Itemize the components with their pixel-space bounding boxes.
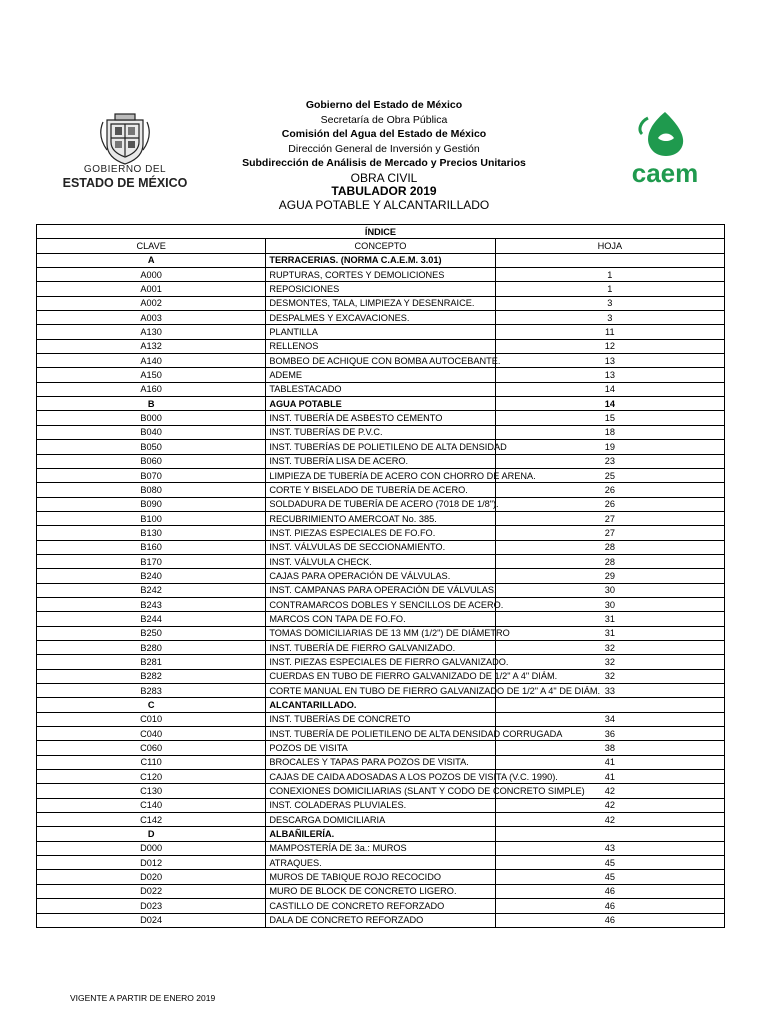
table-row: [37, 612, 725, 626]
hoja-cell: 42: [495, 784, 724, 798]
header-subdirection: Subdirección de Análisis de Mercado y Precios Unitarios: [242, 157, 526, 169]
concepto-cell: INST. TUBERÍAS DE P.V.C.: [266, 425, 495, 439]
hoja-cell: 43: [495, 841, 724, 855]
hoja-cell: 29: [495, 569, 724, 583]
concepto-cell: INST. VÁLVULA CHECK.: [266, 554, 495, 568]
clave-cell: A130: [37, 325, 266, 339]
concepto-cell: INST. TUBERÍAS DE CONCRETO: [266, 712, 495, 726]
clave-cell: C: [37, 698, 266, 712]
hoja-cell: [495, 698, 724, 712]
clave-cell: B280: [37, 640, 266, 654]
hoja-cell: 46: [495, 899, 724, 913]
table-row: [37, 856, 725, 870]
clave-cell: A160: [37, 382, 266, 396]
concepto-cell: CONTRAMARCOS DOBLES Y SENCILLOS DE ACERO.: [266, 597, 495, 611]
table-row: [37, 884, 725, 898]
hoja-cell: 38: [495, 741, 724, 755]
hoja-cell: 27: [495, 511, 724, 525]
table-row: [37, 755, 725, 769]
hoja-cell: 23: [495, 454, 724, 468]
hoja-cell: 25: [495, 468, 724, 482]
clave-cell: D023: [37, 899, 266, 913]
section-row: [37, 253, 725, 267]
concepto-cell: BROCALES Y TAPAS PARA POZOS DE VISITA.: [266, 755, 495, 769]
clave-cell: A001: [37, 282, 266, 296]
header-subtitle: AGUA POTABLE Y ALCANTARILLADO: [278, 197, 490, 212]
hoja-cell: 31: [495, 626, 724, 640]
clave-cell: B170: [37, 554, 266, 568]
table-row: [37, 798, 725, 812]
gobierno-edomex-logo: [37, 112, 213, 194]
header-direction: Dirección General de Inversión y Gestión: [288, 142, 480, 155]
hoja-cell: 31: [495, 612, 724, 626]
table-row: [37, 468, 725, 482]
clave-cell: D024: [37, 913, 266, 927]
index-title: ÍNDICE: [37, 225, 725, 239]
concepto-cell: MARCOS CON TAPA DE FO.FO.: [266, 612, 495, 626]
concepto-cell: MUROS DE TABIQUE ROJO RECOCIDO: [266, 870, 495, 884]
table-row: [37, 368, 725, 382]
table-row: [37, 640, 725, 654]
hoja-cell: 26: [495, 483, 724, 497]
index-table-container: [36, 224, 725, 928]
concepto-cell: INST. TUBERÍA DE FIERRO GALVANIZADO.: [266, 640, 495, 654]
table-row: [37, 712, 725, 726]
hoja-cell: 15: [495, 411, 724, 425]
concepto-cell: ALBAÑILERÍA.: [266, 827, 495, 841]
concepto-cell: DALA DE CONCRETO REFORZADO: [266, 913, 495, 927]
hoja-cell: 45: [495, 856, 724, 870]
clave-cell: B040: [37, 425, 266, 439]
hoja-cell: 13: [495, 354, 724, 368]
hoja-cell: 46: [495, 884, 724, 898]
table-row: [37, 440, 725, 454]
clave-cell: A000: [37, 268, 266, 282]
clave-cell: C010: [37, 712, 266, 726]
clave-cell: B: [37, 397, 266, 411]
section-row: [37, 827, 725, 841]
hoja-cell: 32: [495, 655, 724, 669]
table-row: [37, 296, 725, 310]
table-row: [37, 483, 725, 497]
table-row: [37, 554, 725, 568]
table-row: [37, 841, 725, 855]
clave-cell: C040: [37, 727, 266, 741]
table-row: [37, 583, 725, 597]
concepto-cell: CASTILLO DE CONCRETO REFORZADO: [266, 899, 495, 913]
hoja-cell: 13: [495, 368, 724, 382]
hoja-cell: 30: [495, 597, 724, 611]
clave-cell: C120: [37, 770, 266, 784]
column-header-clave: CLAVE: [37, 239, 266, 253]
validity-footer: VIGENTE A PARTIR DE ENERO 2019: [70, 993, 216, 1003]
hoja-cell: 41: [495, 755, 724, 769]
hoja-cell: 32: [495, 669, 724, 683]
concepto-cell: INST. VÁLVULAS DE SECCIONAMIENTO.: [266, 540, 495, 554]
clave-cell: B281: [37, 655, 266, 669]
clave-cell: B242: [37, 583, 266, 597]
clave-cell: D: [37, 827, 266, 841]
header-government: Gobierno del Estado de México: [305, 99, 463, 111]
concepto-cell: POZOS DE VISITA: [266, 741, 495, 755]
table-row: [37, 311, 725, 325]
table-row: [37, 770, 725, 784]
clave-cell: B240: [37, 569, 266, 583]
clave-cell: C140: [37, 798, 266, 812]
clave-cell: D000: [37, 841, 266, 855]
hoja-cell: 1: [495, 282, 724, 296]
table-row: [37, 268, 725, 282]
clave-cell: A150: [37, 368, 266, 382]
concepto-cell: INST. PIEZAS ESPECIALES DE FO.FO.: [266, 526, 495, 540]
logo-left-line2: ESTADO DE MÉXICO: [62, 176, 188, 190]
table-row: [37, 569, 725, 583]
concepto-cell: INST. TUBERÍA DE ASBESTO CEMENTO: [266, 411, 495, 425]
clave-cell: B080: [37, 483, 266, 497]
clave-cell: A: [37, 253, 266, 267]
water-drop-icon: [618, 108, 712, 162]
concepto-cell: MURO DE BLOCK DE CONCRETO LIGERO.: [266, 884, 495, 898]
clave-cell: A132: [37, 339, 266, 353]
header-secretariat: Secretaría de Obra Pública: [320, 113, 448, 126]
concepto-cell: TABLESTACADO: [266, 382, 495, 396]
concepto-cell: BOMBEO DE ACHIQUE CON BOMBA AUTOCEBANTE.: [266, 354, 495, 368]
concepto-cell: AGUA POTABLE: [266, 397, 495, 411]
clave-cell: A140: [37, 354, 266, 368]
clave-cell: B250: [37, 626, 266, 640]
hoja-cell: 42: [495, 813, 724, 827]
concepto-cell: INST. PIEZAS ESPECIALES DE FIERRO GALVANIZADO.: [266, 655, 495, 669]
concepto-cell: LIMPIEZA DE TUBERÍA DE ACERO CON CHORRO DE ARENA.: [266, 468, 495, 482]
concepto-cell: DESPALMES Y EXCAVACIONES.: [266, 311, 495, 325]
concepto-cell: ATRAQUES.: [266, 856, 495, 870]
hoja-cell: 46: [495, 913, 724, 927]
hoja-cell: [495, 253, 724, 267]
hoja-cell: 33: [495, 684, 724, 698]
section-row: [37, 698, 725, 712]
clave-cell: B130: [37, 526, 266, 540]
concepto-cell: CORTE Y BISELADO DE TUBERÍA DE ACERO.: [266, 483, 495, 497]
clave-cell: B070: [37, 468, 266, 482]
table-row: [37, 282, 725, 296]
table-row: [37, 454, 725, 468]
concepto-cell: TOMAS DOMICILIARIAS DE 13 MM (1/2") DE DIÁMETRO: [266, 626, 495, 640]
table-row: [37, 727, 725, 741]
section-row: [37, 397, 725, 411]
index-table-body: [37, 253, 725, 927]
clave-cell: A003: [37, 311, 266, 325]
column-header-hoja: HOJA: [495, 239, 724, 253]
clave-cell: C130: [37, 784, 266, 798]
table-row: [37, 784, 725, 798]
hoja-cell: 34: [495, 712, 724, 726]
hoja-cell: 36: [495, 727, 724, 741]
table-row: [37, 813, 725, 827]
concepto-cell: DESCARGA DOMICILIARIA: [266, 813, 495, 827]
clave-cell: B050: [37, 440, 266, 454]
table-row: [37, 655, 725, 669]
concepto-cell: ADEME: [266, 368, 495, 382]
concepto-cell: INST. TUBERÍA DE POLIETILENO DE ALTA DENSIDAD CORRUGADA: [266, 727, 495, 741]
header-tabulador: TABULADOR 2019: [331, 183, 437, 198]
caem-wordmark: caem: [631, 158, 699, 188]
concepto-cell: DESMONTES, TALA, LIMPIEZA Y DESENRAICE.: [266, 296, 495, 310]
index-table: [36, 224, 725, 928]
clave-cell: C142: [37, 813, 266, 827]
concepto-cell: MAMPOSTERÍA DE 3a.: MUROS: [266, 841, 495, 855]
concepto-cell: PLANTILLA: [266, 325, 495, 339]
table-row: [37, 913, 725, 927]
column-header-concepto: CONCEPTO: [266, 239, 495, 253]
clave-cell: D022: [37, 884, 266, 898]
table-row: [37, 899, 725, 913]
concepto-cell: INST. TUBERÍA LISA DE ACERO.: [266, 454, 495, 468]
hoja-cell: 11: [495, 325, 724, 339]
hoja-cell: 3: [495, 296, 724, 310]
hoja-cell: 26: [495, 497, 724, 511]
clave-cell: B000: [37, 411, 266, 425]
hoja-cell: 18: [495, 425, 724, 439]
hoja-cell: 45: [495, 870, 724, 884]
caem-logo: [618, 108, 712, 188]
concepto-cell: RECUBRIMIENTO AMERCOAT No. 385.: [266, 511, 495, 525]
concepto-cell: INST. COLADERAS PLUVIALES.: [266, 798, 495, 812]
table-row: [37, 339, 725, 353]
table-row: [37, 626, 725, 640]
clave-cell: B060: [37, 454, 266, 468]
table-row: [37, 741, 725, 755]
concepto-cell: SOLDADURA DE TUBERÍA DE ACERO (7018 DE 1/8").: [266, 497, 495, 511]
concepto-cell: TERRACERIAS. (NORMA C.A.E.M. 3.01): [266, 253, 495, 267]
clave-cell: C060: [37, 741, 266, 755]
clave-cell: B283: [37, 684, 266, 698]
table-row: [37, 526, 725, 540]
table-row: [37, 497, 725, 511]
hoja-cell: 30: [495, 583, 724, 597]
table-row: [37, 354, 725, 368]
concepto-cell: ALCANTARILLADO.: [266, 698, 495, 712]
table-row: [37, 540, 725, 554]
table-row: [37, 870, 725, 884]
clave-cell: B244: [37, 612, 266, 626]
clave-cell: B243: [37, 597, 266, 611]
hoja-cell: 28: [495, 540, 724, 554]
concepto-cell: REPOSICIONES: [266, 282, 495, 296]
table-row: [37, 684, 725, 698]
hoja-cell: 1: [495, 268, 724, 282]
clave-cell: C110: [37, 755, 266, 769]
hoja-cell: 32: [495, 640, 724, 654]
concepto-cell: RUPTURAS, CORTES Y DEMOLICIONES: [266, 268, 495, 282]
table-row: [37, 511, 725, 525]
clave-cell: B160: [37, 540, 266, 554]
table-row: [37, 597, 725, 611]
concepto-cell: CONEXIONES DOMICILIARIAS (SLANT Y CODO DE CONCRETO SIMPLE): [266, 784, 495, 798]
clave-cell: A002: [37, 296, 266, 310]
concepto-cell: INST. CAMPANAS PARA OPERACIÓN DE VÁLVULAS.: [266, 583, 495, 597]
hoja-cell: 27: [495, 526, 724, 540]
hoja-cell: 19: [495, 440, 724, 454]
hoja-cell: 41: [495, 770, 724, 784]
concepto-cell: CAJAS DE CAIDA ADOSADAS A LOS POZOS DE VISITA (V.C. 1990).: [266, 770, 495, 784]
table-row: [37, 382, 725, 396]
hoja-cell: 14: [495, 397, 724, 411]
logo-left-line1: GOBIERNO DEL: [83, 164, 167, 175]
header-commission: Comisión del Agua del Estado de México: [281, 128, 487, 140]
concepto-cell: RELLENOS: [266, 339, 495, 353]
hoja-cell: 14: [495, 382, 724, 396]
hoja-cell: 3: [495, 311, 724, 325]
clave-cell: B282: [37, 669, 266, 683]
hoja-cell: [495, 827, 724, 841]
clave-cell: D012: [37, 856, 266, 870]
hoja-cell: 28: [495, 554, 724, 568]
table-row: [37, 411, 725, 425]
clave-cell: B090: [37, 497, 266, 511]
table-row: [37, 325, 725, 339]
clave-cell: B100: [37, 511, 266, 525]
clave-cell: D020: [37, 870, 266, 884]
concepto-cell: INST. TUBERÍAS DE POLIETILENO DE ALTA DENSIDAD: [266, 440, 495, 454]
concepto-cell: CAJAS PARA OPERACIÓN DE VÁLVULAS.: [266, 569, 495, 583]
table-row: [37, 425, 725, 439]
header-obra-civil: OBRA CIVIL: [350, 170, 418, 185]
concepto-cell: CUERDAS EN TUBO DE FIERRO GALVANIZADO DE 1/2" A 4" DIÁM.: [266, 669, 495, 683]
hoja-cell: 42: [495, 798, 724, 812]
table-row: [37, 669, 725, 683]
concepto-cell: CORTE MANUAL EN TUBO DE FIERRO GALVANIZADO DE 1/2" A 4" DE DIÁM.: [266, 684, 495, 698]
hoja-cell: 12: [495, 339, 724, 353]
